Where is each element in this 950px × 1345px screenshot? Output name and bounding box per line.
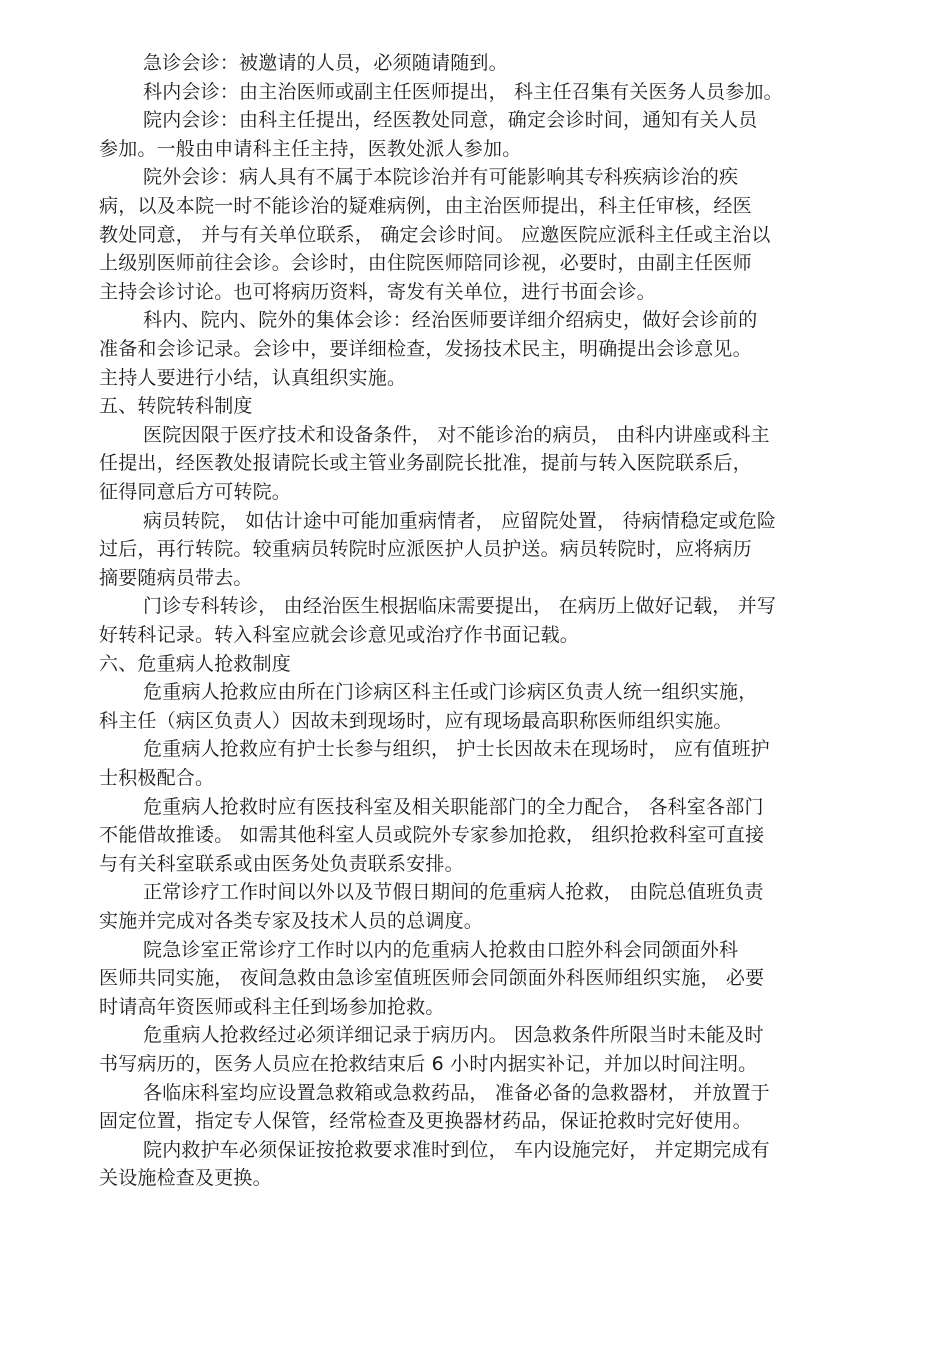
paragraph-line: 医院因限于医疗技术和设备条件， 对不能诊治的病员， 由科内讲座或科主 <box>143 424 770 446</box>
paragraph-line: 科主任（病区负责人）因故未到现场时，应有现场最高职称医师组织实施。 <box>99 710 733 732</box>
paragraph-line: 科内会诊：由主治医师或副主任医师提出， 科主任召集有关医务人员参加。 <box>143 81 783 103</box>
paragraph-line: 病，以及本院一时不能诊治的疑难病例，由主治医师提出，科主任审核，经医 <box>99 195 752 217</box>
paragraph-line: 医师共同实施， 夜间急救由急诊室值班医师会同颌面外科医师组织实施， 必要 <box>99 967 765 989</box>
paragraph-line: 各临床科室均应设置急救箱或急救药品， 准备必备的急救器材， 并放置于 <box>143 1082 770 1104</box>
paragraph-line: 门诊专科转诊， 由经治医生根据临床需要提出， 在病历上做好记载， 并写 <box>143 595 777 617</box>
paragraph-line: 病员转院， 如估计途中可能加重病情者， 应留院处置， 待病情稳定或危险 <box>143 510 777 532</box>
paragraph-line: 时请高年资医师或科主任到场参加抢救。 <box>99 996 445 1018</box>
paragraph-line: 过后，再行转院。较重病员转院时应派医护人员护送。病员转院时，应将病历 <box>99 538 752 560</box>
paragraph-line: 摘要随病员带去。 <box>99 567 253 589</box>
section-heading: 六、危重病人抢救制度 <box>99 653 292 675</box>
paragraph-line: 任提出，经医教处报请院长或主管业务副院长批准，提前与转入医院联系后， <box>99 452 752 474</box>
paragraph-line: 关设施检查及更换。 <box>99 1167 272 1189</box>
paragraph-line: 固定位置，指定专人保管，经常检查及更换器材药品，保证抢救时完好使用。 <box>99 1110 752 1132</box>
paragraph-line: 教处同意， 并与有关单位联系， 确定会诊时间。 应邀医院应派科主任或主治以 <box>99 224 771 246</box>
paragraph-line: 危重病人抢救经过必须详细记录于病历内。 因急救条件所限当时未能及时 <box>143 1024 764 1046</box>
paragraph-line: 好转科记录。转入科室应就会诊意见或治疗作书面记载。 <box>99 624 580 646</box>
paragraph-line: 急诊会诊：被邀请的人员，必须随请随到。 <box>143 52 508 74</box>
paragraph-line: 实施并完成对各类专家及技术人员的总调度。 <box>99 910 484 932</box>
paragraph-line: 院内救护车必须保证按抢救要求准时到位， 车内设施完好， 并定期完成有 <box>143 1139 770 1161</box>
paragraph-line: 危重病人抢救应由所在门诊病区科主任或门诊病区负责人统一组织实施， <box>143 681 758 703</box>
paragraph-line: 士积极配合。 <box>99 767 215 789</box>
paragraph-line: 与有关科室联系或由医务处负责联系安排。 <box>99 853 464 875</box>
paragraph-line: 危重病人抢救时应有医技科室及相关职能部门的全力配合， 各科室各部门 <box>143 796 764 818</box>
paragraph-line: 参加。一般由申请科主任主持，医教处派人参加。 <box>99 138 522 160</box>
paragraph-line: 准备和会诊记录。会诊中，要详细检查，发扬技术民主，明确提出会诊意见。 <box>99 338 752 360</box>
paragraph-line: 科内、院内、院外的集体会诊：经治医师要详细介绍病史，做好会诊前的 <box>143 309 758 331</box>
paragraph-line: 危重病人抢救应有护士长参与组织， 护士长因故未在现场时， 应有值班护 <box>143 738 770 760</box>
paragraph-line: 征得同意后方可转院。 <box>99 481 292 503</box>
paragraph-line: 上级别医师前往会诊。会诊时，由住院医师陪同诊视，必要时，由副主任医师 <box>99 252 752 274</box>
paragraph-line: 院急诊室正常诊疗工作时以内的危重病人抢救由口腔外科会同颌面外科 <box>143 939 739 961</box>
section-heading: 五、转院转科制度 <box>99 395 253 417</box>
paragraph-line: 主持人要进行小结，认真组织实施。 <box>99 367 407 389</box>
paragraph-line: 院外会诊：病人具有不属于本院诊治并有可能影响其专科疾病诊治的疾 <box>143 166 739 188</box>
paragraph-line: 不能借故推诿。 如需其他科室人员或院外专家参加抢救， 组织抢救科室可直接 <box>99 824 765 846</box>
paragraph-line: 正常诊疗工作时间以外以及节假日期间的危重病人抢救， 由院总值班负责 <box>143 881 764 903</box>
paragraph-line: 书写病历的，医务人员应在抢救结束后 6 小时内据实补记，并加以时间注明。 <box>99 1053 758 1075</box>
paragraph-line: 主持会诊讨论。也可将病历资料，寄发有关单位，进行书面会诊。 <box>99 281 656 303</box>
paragraph-line: 院内会诊：由科主任提出，经医教处同意，确定会诊时间，通知有关人员 <box>143 109 758 131</box>
